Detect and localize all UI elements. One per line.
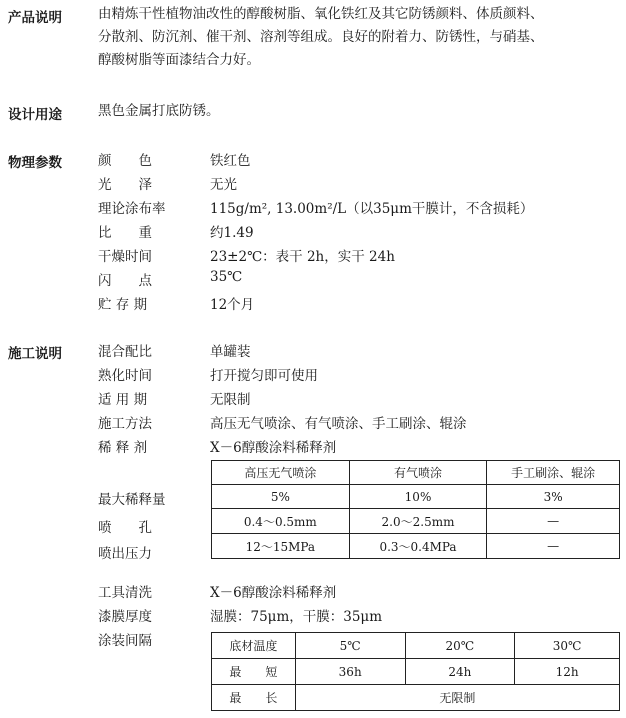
param-value: 铁红色 bbox=[210, 153, 251, 169]
interval-label: 涂装间隔 bbox=[98, 633, 152, 649]
product-description-line: 分散剂、防沉剂、催干剂、溶剂等组成。良好的附着力、防锈性，与硝基、 bbox=[98, 29, 544, 45]
table-header-cell: 高压无气喷涂 bbox=[212, 461, 350, 485]
param-label: 贮 存 期 bbox=[98, 297, 148, 313]
param-label: 干燥时间 bbox=[98, 249, 152, 265]
table-cell: 0.3～0.4MPa bbox=[349, 534, 487, 559]
table-row bbox=[212, 685, 620, 711]
app-value: 高压无气喷涂、有气喷涂、手工刷涂、辊涂 bbox=[210, 416, 467, 432]
app-value: 单罐装 bbox=[210, 344, 251, 360]
table-header-cell: 底材温度 bbox=[212, 633, 296, 659]
table-header-cell: 手工刷涂、辊涂 bbox=[487, 461, 620, 485]
app-label: 混合配比 bbox=[98, 344, 152, 360]
table-cell: 2.0～2.5mm bbox=[349, 509, 487, 534]
spray-method-table bbox=[211, 460, 620, 559]
table-header-cell: 有气喷涂 bbox=[349, 461, 487, 485]
app-value: 湿膜：75μm，干膜：35μm bbox=[210, 609, 383, 625]
method-row-label: 最大稀释量 bbox=[98, 492, 166, 508]
product-description-line: 由精炼干性植物油改性的醇酸树脂、氧化铁红及其它防锈颜料、体质颜料、 bbox=[98, 6, 544, 22]
table-header-row bbox=[212, 633, 620, 659]
app-value: X－6醇酸涂料稀释剂 bbox=[210, 440, 337, 456]
param-label: 闪 点 bbox=[98, 273, 152, 289]
section-heading-application: 施工说明 bbox=[8, 346, 62, 362]
param-value: 23±2℃：表干 2h，实干 24h bbox=[210, 249, 395, 265]
table-row bbox=[212, 509, 620, 534]
recoat-interval-table bbox=[211, 632, 620, 711]
param-value: 115g/m², 13.00m²/L（以35μm干膜计，不含损耗） bbox=[210, 201, 534, 217]
method-row-label: 喷出压力 bbox=[98, 546, 152, 562]
usage-text: 黑色金属打底防锈。 bbox=[98, 103, 220, 119]
table-cell: 36h bbox=[295, 659, 405, 685]
param-value: 35℃ bbox=[210, 269, 243, 285]
app-value: X－6醇酸涂料稀释剂 bbox=[210, 585, 337, 601]
table-cell: 0.4～0.5mm bbox=[212, 509, 350, 534]
table-row bbox=[212, 534, 620, 559]
table-cell: 10% bbox=[349, 485, 487, 509]
app-label: 稀 释 剂 bbox=[98, 440, 148, 456]
product-description-line: 醇酸树脂等面漆结合力好。 bbox=[98, 52, 260, 68]
param-label: 比 重 bbox=[98, 225, 152, 241]
param-label: 理论涂布率 bbox=[98, 201, 166, 217]
method-row-label: 喷 孔 bbox=[98, 520, 152, 536]
app-label: 熟化时间 bbox=[98, 368, 152, 384]
app-label: 施工方法 bbox=[98, 416, 152, 432]
table-cell: 最 长 bbox=[212, 685, 296, 711]
table-row bbox=[212, 659, 620, 685]
app-label: 适 用 期 bbox=[98, 392, 148, 408]
app-label: 工具清洗 bbox=[98, 585, 152, 601]
table-cell: 24h bbox=[405, 659, 515, 685]
table-header-row bbox=[212, 461, 620, 485]
table-cell: 最 短 bbox=[212, 659, 296, 685]
table-cell: — bbox=[487, 509, 620, 534]
table-cell: — bbox=[487, 534, 620, 559]
param-label: 颜 色 bbox=[98, 153, 152, 169]
table-cell: 3% bbox=[487, 485, 620, 509]
param-value: 无光 bbox=[210, 177, 237, 193]
section-heading-usage: 设计用途 bbox=[8, 107, 62, 123]
table-cell: 12～15MPa bbox=[212, 534, 350, 559]
table-header-cell: 30℃ bbox=[515, 633, 620, 659]
section-heading-product-description: 产品说明 bbox=[8, 10, 62, 26]
app-label: 漆膜厚度 bbox=[98, 609, 152, 625]
app-value: 打开搅匀即可使用 bbox=[210, 368, 318, 384]
product-description-text bbox=[98, 3, 618, 72]
table-header-cell: 20℃ bbox=[405, 633, 515, 659]
table-header-cell: 5℃ bbox=[295, 633, 405, 659]
table-cell: 12h bbox=[515, 659, 620, 685]
table-row bbox=[212, 485, 620, 509]
app-value: 无限制 bbox=[210, 392, 251, 408]
section-heading-physical-params: 物理参数 bbox=[8, 155, 62, 171]
param-label: 光 泽 bbox=[98, 177, 152, 193]
param-value: 约1.49 bbox=[210, 225, 254, 241]
table-cell: 无限制 bbox=[295, 685, 619, 711]
table-cell: 5% bbox=[212, 485, 350, 509]
param-value: 12个月 bbox=[210, 297, 255, 313]
